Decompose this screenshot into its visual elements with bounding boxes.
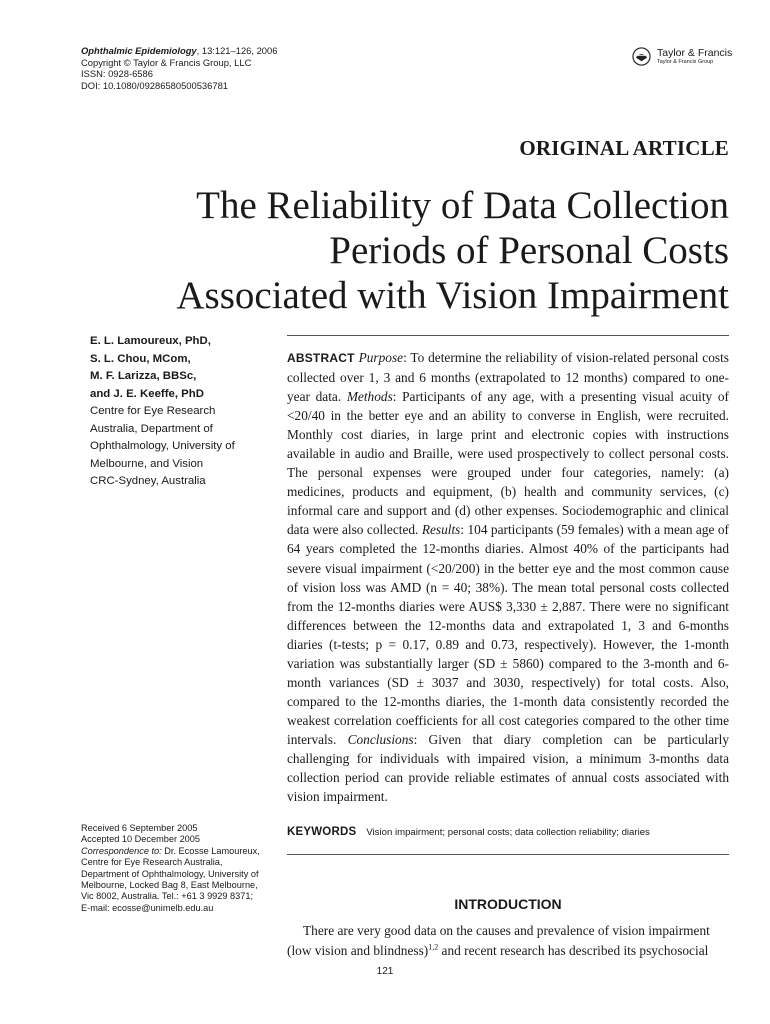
abstract [287,348,729,806]
author-name: S. L. Chou, MCom, [90,352,191,365]
affiliation-line: Melbourne, and Vision [90,457,204,470]
copyright: Copyright © Taylor & Francis Group, LLC [81,56,252,68]
received-date: Received 6 September 2005 [81,823,198,833]
journal-header [81,45,277,91]
abstract-top-rule [287,335,729,336]
introduction-line: There are very good data on the causes and prevalence of vision impairment [303,923,710,938]
methods-label: Methods [346,389,393,405]
article-title: The Reliability of Data Collection Periods of Personal Costs Associated with Vision Impairment [176,184,729,317]
article-info [81,823,261,914]
conclusions-label: Conclusions [347,731,414,747]
taylor-francis-logo-icon [632,47,651,66]
methods-text: : Participants of any age, with a presenting visual acuity of <20/40 in the better eye and an ability to converse in English, were recruited. Monthly cost diaries, in large print and electronic copies with instructions available in audio and Braille, were used prospectively to collect personal costs. The personal expenses were grouped under four categories, namely: (a) medicines, products and equipment, (b) health and community services, (c) informal care and support and (d) other expenses. Sociodemographic and clinical data were also collected. [287,389,729,538]
affiliation-line: Centre for Eye Research [90,405,216,417]
affiliation-line: Ophthalmology, University of [90,440,235,452]
introduction-heading: INTRODUCTION [454,896,562,912]
introduction-text [287,921,729,961]
issn: ISSN: 0928-6586 [81,68,153,80]
purpose-text: : To determine the reliability of vision-related personal costs collected over 1, 3 and 6 months (extrapolated to 12 months) compared to one-year data. [287,350,729,405]
keywords-text: Vision impairment; personal costs; data collection reliability; diaries [366,827,650,838]
citation: , 13:121–126, 2006 [196,45,278,56]
article-type: ORIGINAL ARTICLE [519,136,729,160]
correspondence-text: Dr. Ecosse Lamoureux, Centre for Eye Research Australia, Department of Ophthalmology, University of Melbourne, Locked Bag 8, East Melbourne, Vic 8002, Australia. Tel.: +61 3 9929 8371; E-mail: ecosse@unimelb.edu.au [81,845,260,913]
journal-name: Ophthalmic Epidemiology [81,45,197,56]
citation-line [81,45,277,57]
introduction-text-part: and recent research has described its psychosocial [438,943,709,958]
introduction-text-part: (low vision and blindness) [287,943,429,958]
results-label: Results [421,522,461,538]
doi: DOI: 10.1080/09286580500536781 [81,79,229,91]
correspondence-label: Correspondence to: [81,845,162,856]
accepted-date: Accepted 10 December 2005 [81,834,201,845]
publisher-group: Taylor & Francis Group [657,59,714,65]
keywords [287,826,650,838]
correspondence [81,846,261,914]
author-name: and J. E. Keeffe, PhD [90,387,204,400]
results-text: : 104 participants (59 females) with a mean age of 64 years completed the 12-months diaries. Almost 40% of the participants had severe visual impairment (<20/200) in the better eye and the most common cause of vision loss was AMD (n = 40; 38%). The mean total personal costs collected from the 12-months diaries were AUS$ 3,330 ± 2,887. There were no significant differences between the 12-months data and extrapolated 1, 3 and 6-months diaries (t-tests; p = 0.17, 0.89 and 0.73, respectively). However, the 1-month variation was substantially larger (SD ± 5860) compared to the 3-month and 6-month variances (SD ± 3037 and 3030, respectively) for total costs. Also, compared to the 12-months diaries, the 1-month data consistently recorded the weakest correlation coefficients for all cost categories compared to the other time intervals. [287,522,729,747]
publisher-block [632,47,732,66]
purpose-label: Purpose [358,350,404,365]
author-name: M. F. Larizza, BBSc, [90,370,197,382]
keywords-bottom-rule [287,854,729,855]
abstract-label: ABSTRACT [287,351,355,365]
keywords-label: KEYWORDS [287,826,357,838]
citation-superscript: 1,2 [428,942,439,952]
conclusions-text: : Given that diary completion can be particularly challenging for individuals with impaired vision, a minimum 3-months data collection period can provide reliable estimates of annual costs associated with vision impairment. [287,731,729,805]
affiliation-line: Australia, Department of [90,422,213,435]
author-block [90,333,270,491]
publisher-name: Taylor & Francis [657,47,733,59]
introduction-line [287,941,729,961]
author-name: E. L. Lamoureux, PhD, [90,335,211,347]
page-number: 121 [376,966,394,977]
affiliation-line: CRC-Sydney, Australia [90,475,206,487]
